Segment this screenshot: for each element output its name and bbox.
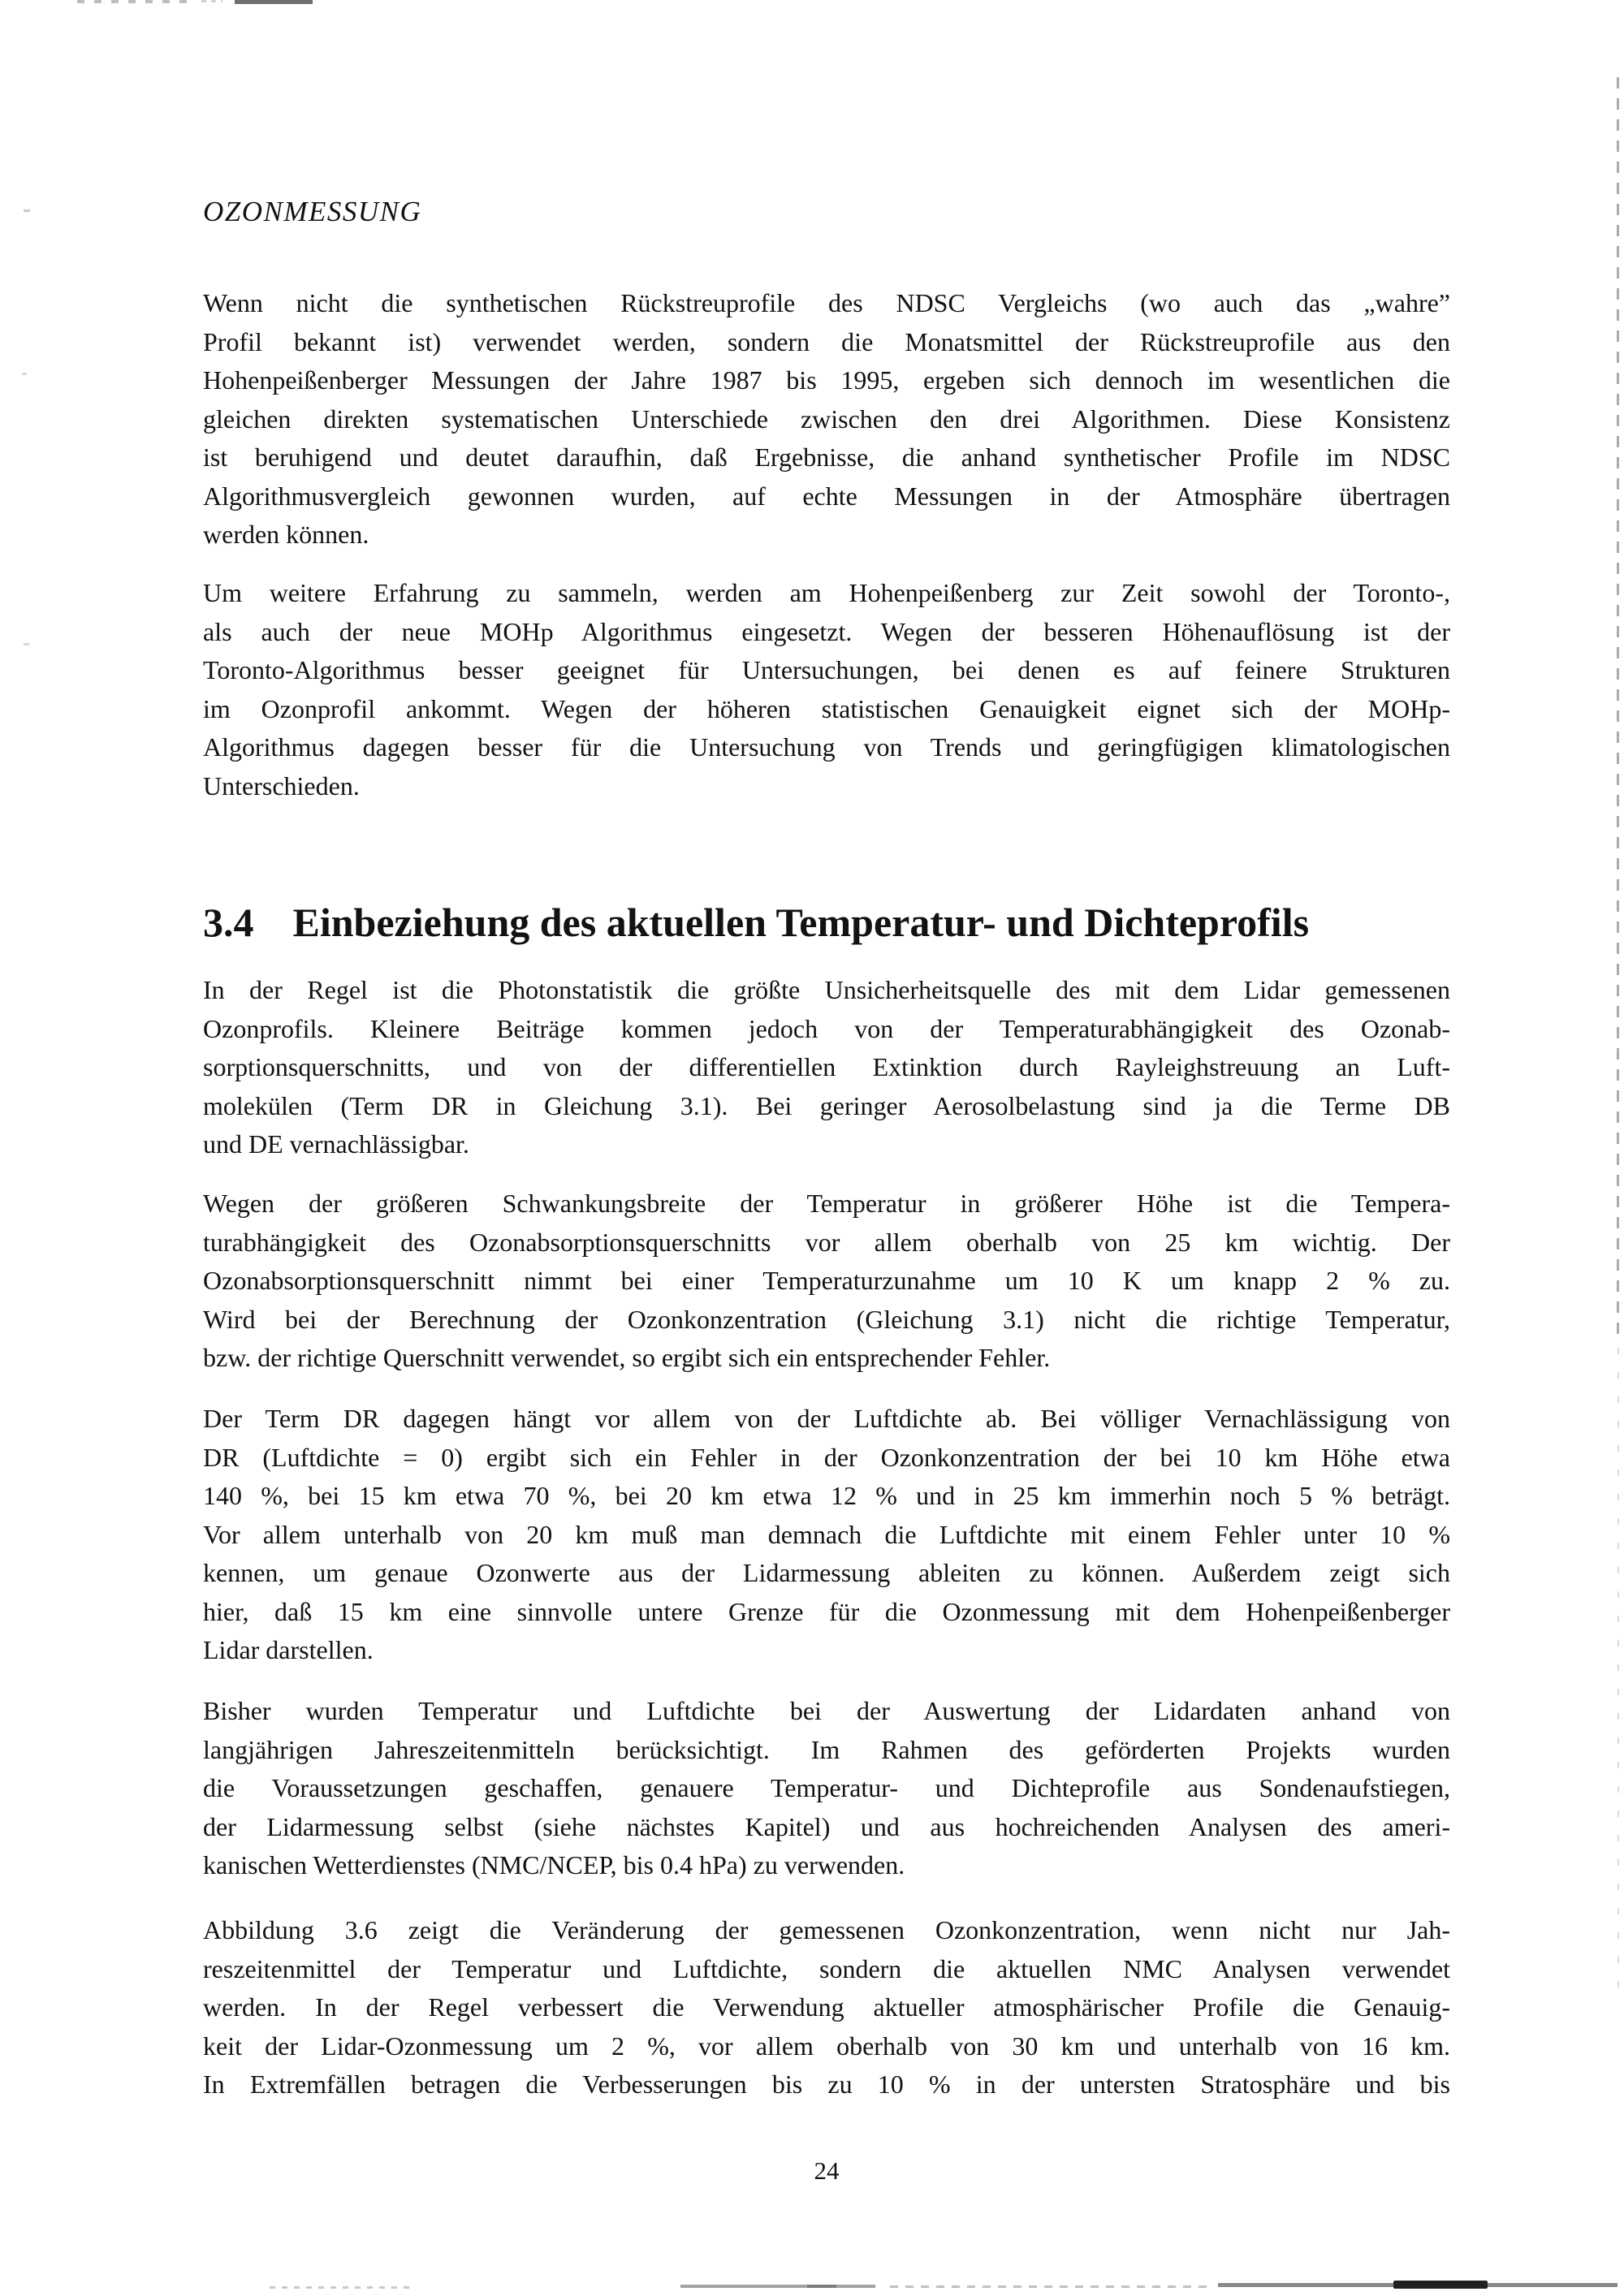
paragraph (203, 1185, 1450, 1378)
text-line: Unterschieden. (203, 770, 360, 801)
text-line: 140 %, bei 15 km etwa 70 %, bei 20 km etwa 12 % und in 25 km immerhin noch 5 % beträgt. (203, 1481, 1450, 1510)
paragraph (203, 574, 1450, 805)
text-line: hier, daß 15 km eine sinnvolle untere Grenze für die Ozonmessung mit dem Hohenpeißenberger (203, 1596, 1450, 1626)
text-line: kennen, um genaue Ozonwerte aus der Lidarmessung ableiten zu können. Außerdem zeigt sich (203, 1558, 1450, 1587)
text-line: Ozonabsorptionsquerschnitt nimmt bei einer Temperaturzunahme um 10 K um knapp 2 % zu. (203, 1266, 1450, 1295)
text-line: Toronto-Algorithmus besser geeignet für Untersuchungen, bei denen es auf feinere Strukturen (203, 655, 1450, 684)
text-line: ist beruhigend und deutet daraufhin, daß Ergebnisse, die anhand synthetischer Profile im NDSC (203, 442, 1450, 472)
text-line: reszeitenmittel der Temperatur und Luftdichte, sondern die aktuellen NMC Analysen verwendet (203, 1953, 1450, 1983)
text-line: im Ozonprofil ankommt. Wegen der höheren statistischen Genauigkeit eignet sich der MOHp- (203, 693, 1450, 723)
text-line: bzw. der richtige Querschnitt verwendet, so ergibt sich ein entsprechender Fehler. (203, 1343, 1051, 1372)
text-line: sorptionsquerschnitts, und von der differentiellen Extinktion durch Rayleighstreuung an Luft- (203, 1052, 1450, 1081)
text-line: keit der Lidar-Ozonmessung um 2 %, vor allem oberhalb von 30 km und unterhalb von 16 km. (203, 2031, 1450, 2061)
scan-artifact-bottom-line (1218, 2283, 1618, 2287)
text-line: Lidar darstellen. (203, 1635, 374, 1664)
scan-artifact-top-dashes (77, 0, 191, 3)
text-line: werden können. (203, 520, 369, 549)
text-line: Um weitere Erfahrung zu sammeln, werden am Hohenpeißenberg zur Zeit sowohl der Toronto-, (203, 578, 1450, 607)
text-line: kanischen Wetterdienstes (NMC/NCEP, bis 0.4 hPa) zu verwenden. (203, 1850, 905, 1880)
paragraph (203, 971, 1450, 1164)
paragraph (203, 1911, 1450, 2104)
text-line: Wegen der größeren Schwankungsbreite der Temperatur in größerer Höhe ist die Tempera- (203, 1189, 1450, 1218)
text-line: als auch der neue MOHp Algorithmus eingesetzt. Wegen der besseren Höhenauflösung ist der (203, 616, 1450, 646)
text-line: und DE vernachlässigbar. (203, 1129, 469, 1159)
text-line: Ozonprofils. Kleinere Beiträge kommen jedoch von der Temperaturabhängigkeit des Ozonab- (203, 1013, 1450, 1043)
text-line: Profil bekannt ist) verwendet werden, sondern die Monatsmittel der Rückstreuprofile aus den (203, 326, 1450, 356)
paragraph (203, 1400, 1450, 1670)
scan-artifact-right-edge (1618, 1348, 1619, 1989)
scan-artifact-top-dashes (201, 0, 222, 2)
text-line: die Voraussetzungen geschaffen, genauere Temperatur- und Dichteprofile aus Sondenaufstiegen, (203, 1773, 1450, 1802)
scan-artifact-right-edge (1617, 77, 1619, 1344)
text-line: Vor allem unterhalb von 20 km muß man demnach die Luftdichte mit einem Fehler unter 10 % (203, 1519, 1450, 1549)
section-heading (203, 899, 1450, 946)
text-line: In der Regel ist die Photonstatistik die größte Unsicherheitsquelle des mit dem Lidar gemessenen (203, 975, 1450, 1004)
text-line: turabhängigkeit des Ozonabsorptionsquerschnitts vor allem oberhalb von 25 km wichtig. Der (203, 1227, 1450, 1257)
text-line: gleichen direkten systematischen Unterschiede zwischen den drei Algorithmen. Diese Konsistenz (203, 404, 1450, 434)
paragraph (203, 284, 1450, 555)
running-header: OZONMESSUNG (203, 196, 422, 227)
scan-artifact-bottom-dashes (890, 2285, 1207, 2288)
scan-artifact-ink-blob (1393, 2281, 1488, 2289)
scan-artifact-bottom-dashes (680, 2285, 875, 2288)
text-line: Wird bei der Berechnung der Ozonkonzentration (Gleichung 3.1) nicht die richtige Temperatur, (203, 1304, 1450, 1334)
scan-artifact-bottom-dashes (270, 2286, 416, 2289)
scan-artifact-speck (24, 643, 29, 645)
text-line: Algorithmusvergleich gewonnen wurden, auf echte Messungen in der Atmosphäre übertragen (203, 481, 1450, 511)
scan-artifact-speck (22, 373, 27, 375)
text-line: Abbildung 3.6 zeigt die Veränderung der gemessenen Ozonkonzentration, wenn nicht nur Jah- (203, 1915, 1450, 1944)
text-line: der Lidarmessung selbst (siehe nächstes Kapitel) und aus hochreichenden Analysen des ameri- (203, 1811, 1450, 1841)
scan-artifact-speck (24, 209, 30, 212)
section-title: Einbeziehung des aktuellen Temperatur- und Dichteprofils (292, 899, 1310, 945)
section-number: 3.4 (203, 899, 254, 945)
text-line: Algorithmus dagegen besser für die Untersuchung von Trends und geringfügigen klimatologischen (203, 732, 1450, 762)
scan-artifact-top-line (235, 0, 313, 4)
text-line: In Extremfällen betragen die Verbesserungen bis zu 10 % in der untersten Stratosphäre und bis (203, 2069, 1450, 2099)
text-line: DR (Luftdichte = 0) ergibt sich ein Fehler in der Ozonkonzentration der bei 10 km Höhe etwa (203, 1442, 1450, 1472)
text-line: Der Term DR dagegen hängt vor allem von der Luftdichte ab. Bei völliger Vernachlässigung von (203, 1404, 1450, 1433)
text-line: werden. In der Regel verbessert die Verwendung aktueller atmosphärischer Profile die Genauig- (203, 1992, 1450, 2022)
text-line: langjährigen Jahreszeitenmitteln berücksichtigt. Im Rahmen des geförderten Projekts wurden (203, 1734, 1450, 1764)
text-line: Bisher wurden Temperatur und Luftdichte bei der Auswertung der Lidardaten anhand von (203, 1696, 1450, 1725)
text-line: Hohenpeißenberger Messungen der Jahre 1987 bis 1995, ergeben sich dennoch im wesentlichen die (203, 365, 1450, 395)
page-number: 24 (814, 2156, 840, 2185)
text-line: molekülen (Term DR in Gleichung 3.1). Bei geringer Aerosolbelastung sind ja die Terme DB (203, 1090, 1450, 1120)
paragraph (203, 1692, 1450, 1885)
text-line: Wenn nicht die synthetischen Rückstreuprofile des NDSC Vergleichs (wo auch das „wahre” (203, 288, 1450, 317)
